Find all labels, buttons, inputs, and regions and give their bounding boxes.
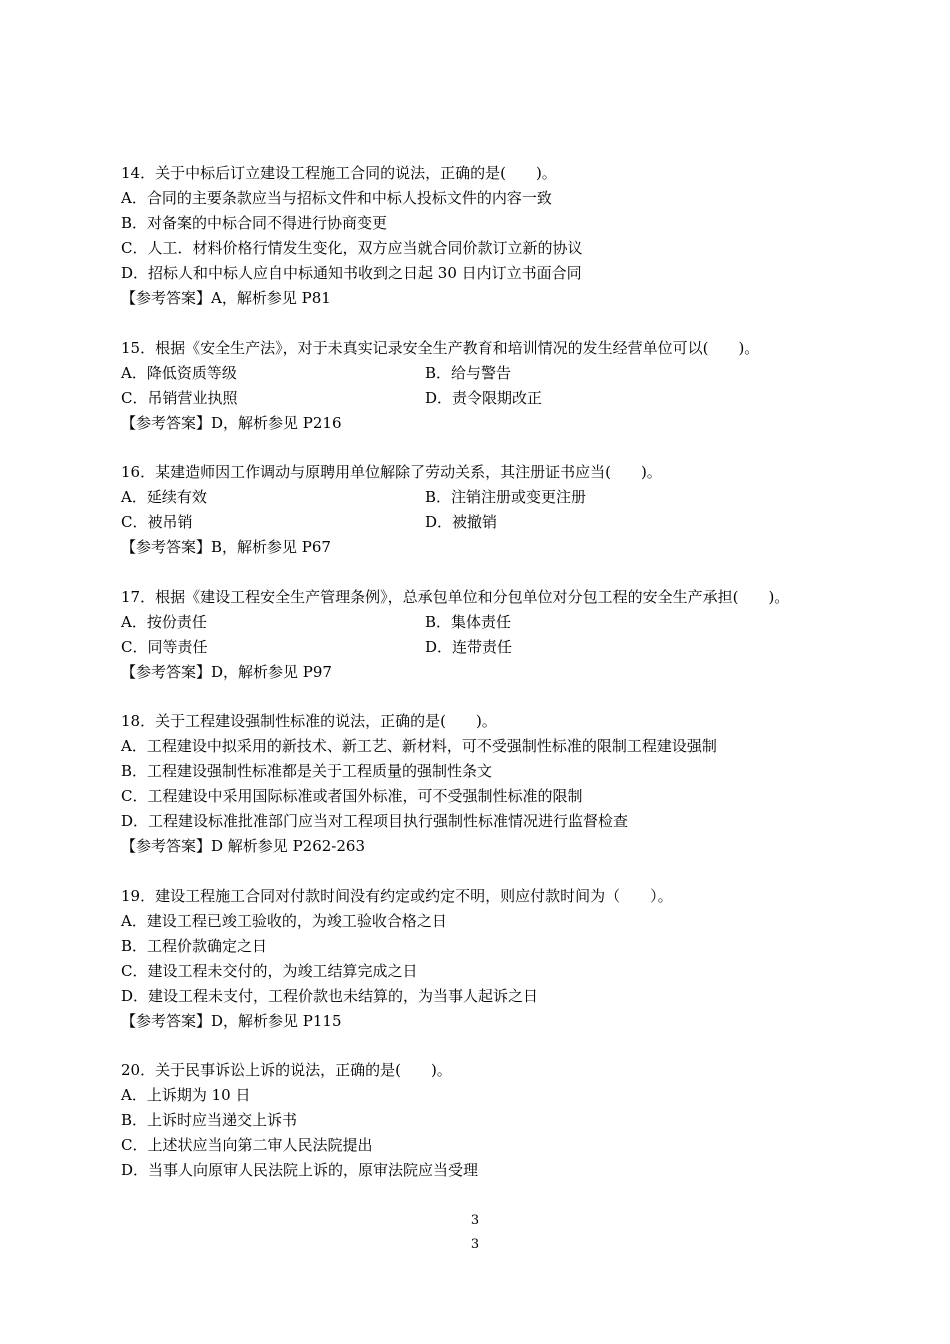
option-a: A．延续有效: [121, 488, 207, 506]
option-d: D．责令限期改正: [425, 388, 543, 407]
option-d: D．招标人和中标人应自中标通知书收到之日起 30 日内订立书面合同: [121, 264, 582, 282]
option-row: [121, 485, 881, 510]
option-b: B．集体责任: [425, 612, 512, 631]
question-16: [121, 460, 881, 560]
reference-answer: 【参考答案】B，解析参见 P67: [121, 538, 331, 556]
option-c: C．上述状应当向第二审人民法院提出: [121, 1136, 373, 1154]
option-b: B．给与警告: [425, 363, 512, 382]
question-stem: 19．建设工程施工合同对付款时间没有约定或约定不明，则应付款时间为（ ）。: [121, 886, 673, 905]
option-d: D．建设工程未支付，工程价款也未结算的，为当事人起诉之日: [121, 986, 539, 1005]
question-list: [121, 161, 881, 1208]
option-b: B．注销注册或变更注册: [425, 488, 587, 506]
option-c: C．建设工程未交付的，为竣工结算完成之日: [121, 961, 418, 980]
reference-answer: 【参考答案】D，解析参见 P216: [121, 413, 342, 432]
question-stem: 14．关于中标后订立建设工程施工合同的说法，正确的是( )。: [121, 164, 557, 182]
option-c: C．工程建设中采用国际标准或者国外标准，可不受强制性标准的限制: [121, 787, 583, 805]
question-19: [121, 884, 881, 1034]
reference-answer: 【参考答案】A，解析参见 P81: [121, 289, 331, 307]
option-a: A．工程建设中拟采用的新技术、新工艺、新材料，可不受强制性标准的限制工程建设强制: [121, 737, 717, 755]
question-20: [121, 1058, 881, 1183]
reference-answer: 【参考答案】D，解析参见 P97: [121, 662, 332, 681]
reference-answer: 【参考答案】D，解析参见 P115: [121, 1011, 342, 1030]
option-d: D．工程建设标准批准部门应当对工程项目执行强制性标准情况进行监督检查: [121, 812, 629, 830]
page-number: 3: [470, 1237, 480, 1252]
option-b: B．对备案的中标合同不得进行协商变更: [121, 214, 388, 232]
option-b: B．工程价款确定之日: [121, 936, 268, 955]
question-stem: 16．某建造师因工作调动与原聘用单位解除了劳动关系，其注册证书应当( )。: [121, 463, 662, 481]
option-d: D．当事人向原审人民法院上诉的，原审法院应当受理: [121, 1161, 479, 1179]
question-17: [121, 585, 881, 685]
question-18: [121, 709, 881, 859]
question-stem: 18．关于工程建设强制性标准的说法，正确的是( )。: [121, 712, 497, 730]
option-row: [121, 610, 881, 635]
option-a: A．合同的主要条款应当与招标文件和中标人投标文件的内容一致: [121, 189, 552, 207]
question-stem: 15．根据《安全生产法》，对于未真实记录安全生产教育和培训情况的发生经营单位可以( )。: [121, 338, 760, 357]
option-row: [121, 510, 881, 535]
option-a: A．上诉期为 10 日: [121, 1086, 251, 1104]
reference-answer: 【参考答案】D 解析参见 P262-263: [121, 837, 365, 855]
option-b: B．上诉时应当递交上诉书: [121, 1111, 298, 1129]
option-c: C．同等责任: [121, 637, 208, 656]
option-a: A．降低资质等级: [121, 363, 237, 382]
option-row: [121, 361, 881, 386]
option-row: [121, 386, 881, 411]
option-c: C．吊销营业执照: [121, 388, 238, 407]
option-d: D．连带责任: [425, 637, 513, 656]
question-stem: 20．关于民事诉讼上诉的说法，正确的是( )。: [121, 1061, 452, 1079]
question-stem: 17．根据《建设工程安全生产管理条例》，总承包单位和分包单位对分包工程的安全生产承担( )。: [121, 587, 790, 606]
option-c: C．人工．材料价格行情发生变化，双方应当就合同价款订立新的协议: [121, 239, 583, 257]
option-a: A．按份责任: [121, 612, 207, 631]
option-c: C．被吊销: [121, 513, 193, 531]
option-d: D．被撤销: [425, 513, 498, 531]
option-b: B．工程建设强制性标准都是关于工程质量的强制性条文: [121, 762, 493, 780]
page-mark: 3: [470, 1213, 480, 1228]
option-row: [121, 635, 881, 660]
question-14: [121, 161, 881, 311]
option-a: A．建设工程已竣工验收的，为竣工验收合格之日: [121, 911, 447, 930]
question-15: [121, 336, 881, 436]
